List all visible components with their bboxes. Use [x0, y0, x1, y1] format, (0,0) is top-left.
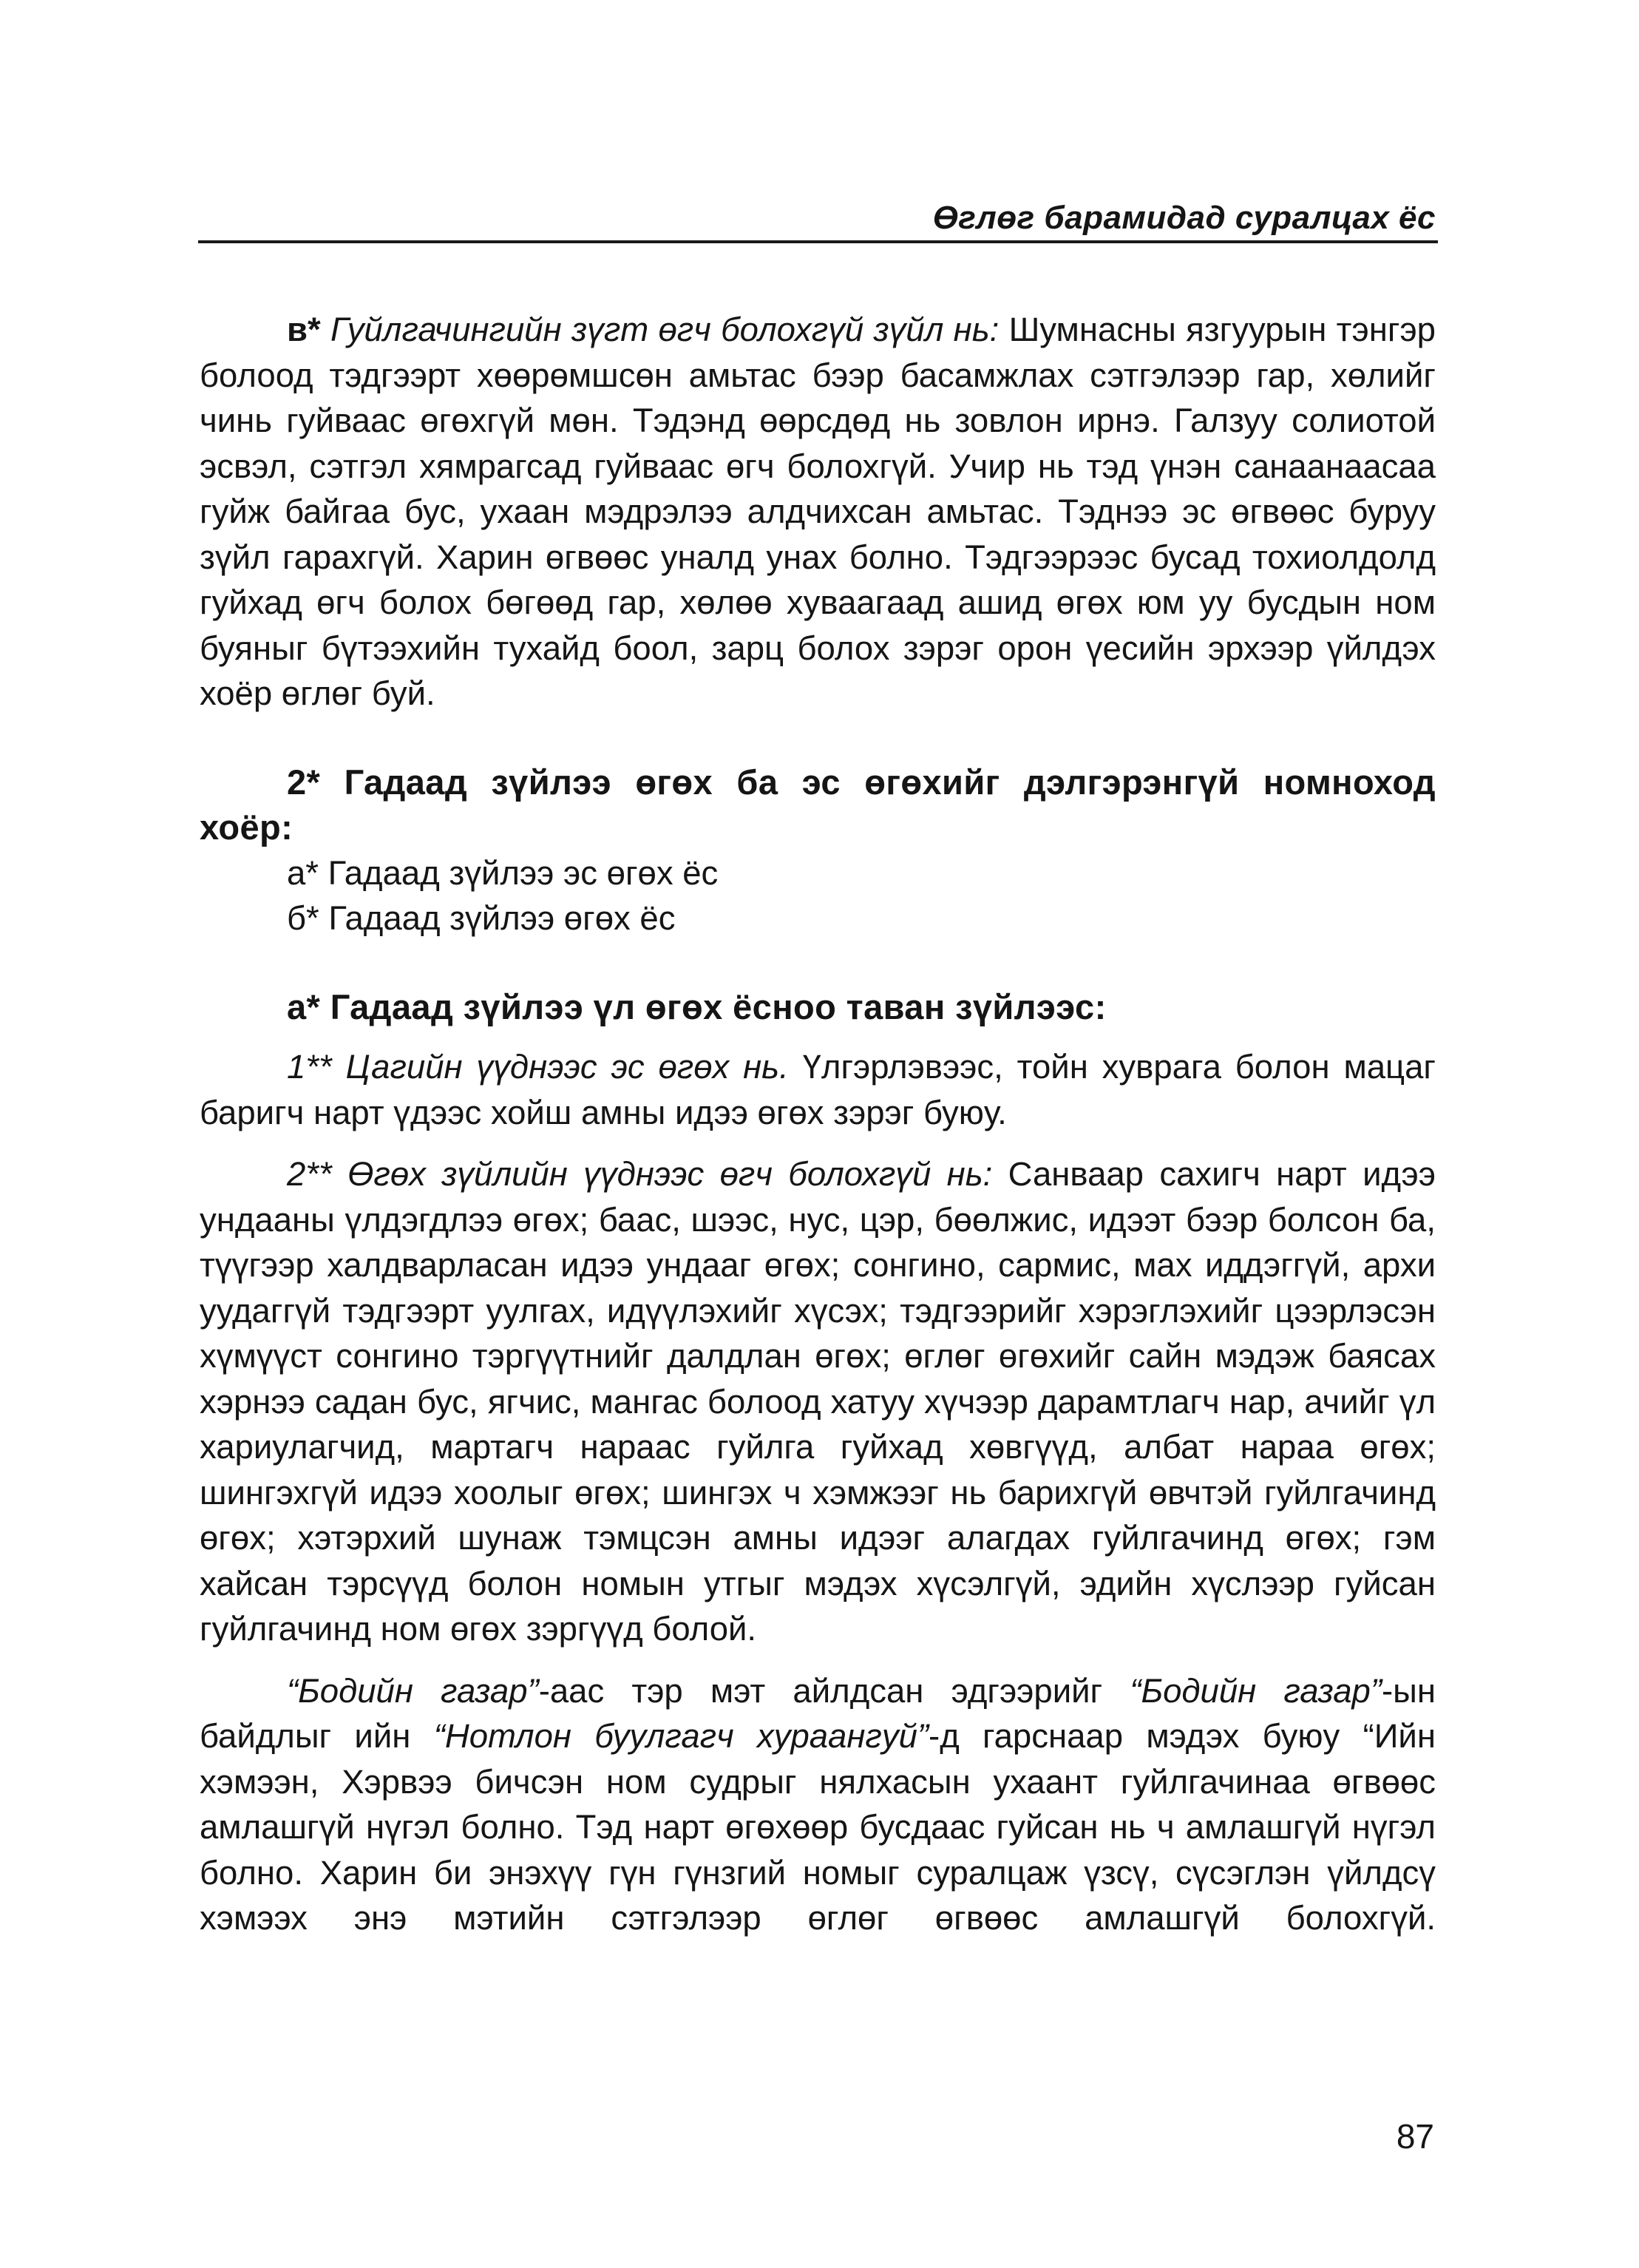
p3-text-2: -ын байдлыг ийн [200, 1671, 1436, 1755]
paragraph-v-lead: Гуйлгачингийн зүгт өгч болохгүй зүйл нь: [330, 311, 1000, 348]
header-rule [198, 240, 1438, 243]
paragraph-v [200, 307, 1436, 717]
section-heading-2-cont [200, 805, 1436, 850]
running-header: Өглөг барамидад суралцах ёс [932, 200, 1436, 236]
paragraph-3 [200, 1668, 1436, 1941]
section-heading-a: а* Гадаад зүйлээ үл өгөх ёсноо таван зүйлээс: [287, 986, 1107, 1026]
p3-italic-1: “Бодийн газар” [287, 1671, 539, 1710]
page-number: 87 [1396, 2117, 1434, 2156]
item-1 [200, 1044, 1436, 1135]
p3-italic-2: “Бодийн газар” [1130, 1671, 1382, 1710]
p3-text-3: -д гарснаар мэдэх буюу “Ийн хэмээн, Хэрвээ бичсэн ном судрыг нялхасын ухаант гуйлгачинаа өгвөөс амлашгүй нүгэл болно. Тэд нарт өгөхөөр бусдаас гуйсан нь ч амлашгүй нүгэл болно. Харин би энэхүү гүн гүнзгий номыг суралцаж үзсү, сүсэглэн үйлдсү хэмээх энэ мэтийн сэтгэлээр өглөг өгвөөс амлашгүй болохгүй. [200, 1717, 1436, 1937]
section-heading-2-line1: 2* Гадаад зүйлээ өгөх ба эс өгөхийг дэлгэрэнгүй номноход [287, 762, 1436, 802]
body-text [200, 307, 1436, 1941]
item-2-text: Санваар сахигч нарт идээ ундааны үлдэгдлээ өгөх; баас, шээс, нус, цэр, бөөлжис, идээт бээр болсон ба, түүгээр халдварласан идээ ундааг өгөх; сонгино, сармис, мах иддэггүй, архи уудаггүй тэдгээрт уулгах, идүүлэхийг хүсэх; тэдгээрийг хэрэглэхийг цээрлэсэн хүмүүст сонгино тэргүүтнийг далдлан өгөх; өглөг өгөхийг сайн мэдэж баясах хэрнээ садан бус, ягчис, мангас болоод хатуу хүчээр дарамтлагч нар, ачийг үл хариулагчид, мартагч нараас гуйлга гуйхад хөвгүүд, албат нараа өгөх; шингэхгүй идээ хоолыг өгөх; шингэх ч хэмжээг нь барихгүй өвчтэй гуйлгачинд өгөх; хэтэрхий шунаж тэмцсэн амны идээг алагдах гуйлгачинд өгөх; гэм хайсан тэрсүүд болон номын утгыг мэдэх хүсэлгүй, эдийн хүслээр гуйсан гуйлгачинд ном өгөх зэргүүд болой. [200, 1155, 1436, 1648]
item-1-lead: 1** Цагийн үүднээс эс өгөх нь. [287, 1048, 789, 1086]
section-heading-2-line2: хоёр: [200, 808, 293, 847]
paragraph-v-text: Шумнасны язгуурын тэнгэр болоод тэдгээрт хөөрөмшсөн амьтас бээр басамжлах сэтгэлээр гар, хөлийг чинь гуйваас өгөхгүй мөн. Тэдэнд өөрсдөд нь зовлон ирнэ. Галзуу солиотой эсвэл, сэтгэл хямрагсад гуйваас өгч болохгүй. Учир нь тэд үнэн санаанаасаа гуйж байгаа бус, ухаан мэдрэлээ алдчихсан амьтас. Тэднээ эс өгвөөс буруу зүйл гарахгүй. Харин өгвөөс уналд унах болно. Тэдгээрээс бусад тохиолдолд гуйхад өгч болох бөгөөд гар, хөлөө хуваагаад ашид өгөх юм уу бусдын ном буяныг бүтээхийн тухайд боол, зарц болох зэрэг орон үесийн эрхээр үйлдэх хоёр өглөг буй. [200, 311, 1436, 712]
item-2 [200, 1151, 1436, 1652]
list-item-a: а* Гадаад зүйлээ эс өгөх ёс [287, 853, 719, 892]
paragraph-v-label: в* [287, 311, 321, 348]
section-heading-2 [200, 759, 1436, 805]
item-1-text: Үлгэрлэвээс, тойн хуврага болон мацаг баригч нарт үдээс хойш амны идээ өгөх зэрэг буюу. [200, 1048, 1436, 1131]
item-2-lead: 2** Өгөх зүйлийн үүднээс өгч болохгүй нь: [287, 1155, 993, 1193]
list-item-b: б* Гадаад зүйлээ өгөх ёс [287, 899, 676, 937]
p3-text-1: -аас тэр мэт айлдсан эдгээрийг [538, 1671, 1103, 1710]
p3-italic-3: “Нотлон буулгагч хураангуй” [433, 1717, 929, 1755]
